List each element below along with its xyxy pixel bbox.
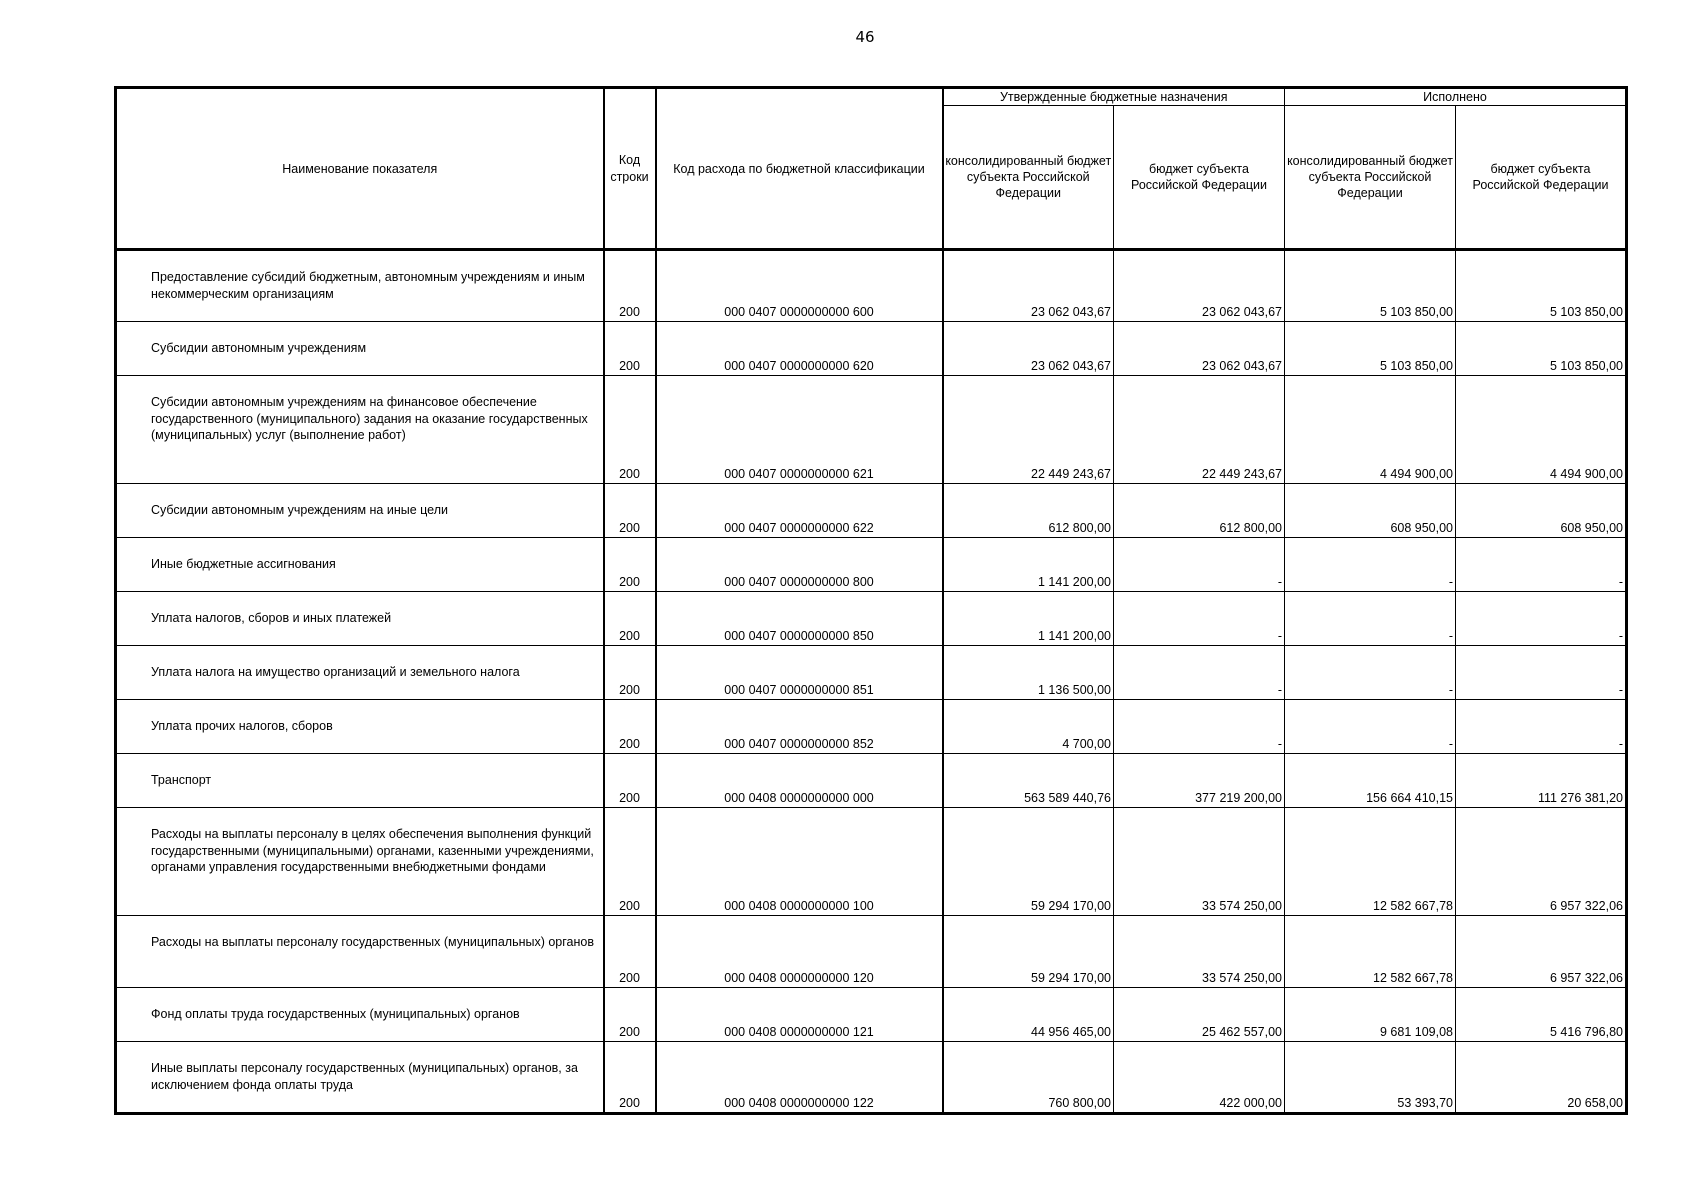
row-executed-subject: 608 950,00 [1456, 484, 1627, 538]
row-approved-consolidated: 23 062 043,67 [943, 322, 1114, 376]
row-line-code: 200 [604, 1042, 656, 1114]
table-row [116, 808, 1627, 916]
row-executed-subject: 5 103 850,00 [1456, 322, 1627, 376]
row-executed-consolidated: 608 950,00 [1285, 484, 1456, 538]
row-executed-consolidated: - [1285, 700, 1456, 754]
row-line-code: 200 [604, 700, 656, 754]
row-name: Субсидии автономным учреждениям [116, 322, 604, 376]
table-row [116, 376, 1627, 484]
row-name: Уплата прочих налогов, сборов [116, 700, 604, 754]
row-executed-consolidated: - [1285, 646, 1456, 700]
header-approved-group: Утвержденные бюджетные назначения [943, 88, 1285, 106]
row-approved-consolidated: 1 136 500,00 [943, 646, 1114, 700]
row-name: Субсидии автономным учреждениям на финансовое обеспечение государственного (муниципального) задания на оказание государственных (муниципальных) услуг (выполнение работ) [116, 376, 604, 484]
header-executed-consolidated: консолидированный бюджет субъекта Российской Федерации [1285, 106, 1456, 250]
header-approved-consolidated: консолидированный бюджет субъекта Российской Федерации [943, 106, 1114, 250]
row-approved-consolidated: 22 449 243,67 [943, 376, 1114, 484]
row-expense-code: 000 0407 0000000000 800 [656, 538, 943, 592]
row-approved-consolidated: 1 141 200,00 [943, 592, 1114, 646]
row-line-code: 200 [604, 988, 656, 1042]
row-approved-consolidated: 563 589 440,76 [943, 754, 1114, 808]
row-approved-consolidated: 760 800,00 [943, 1042, 1114, 1114]
row-expense-code: 000 0407 0000000000 852 [656, 700, 943, 754]
row-name: Иные бюджетные ассигнования [116, 538, 604, 592]
row-line-code: 200 [604, 322, 656, 376]
row-name: Уплата налогов, сборов и иных платежей [116, 592, 604, 646]
row-approved-subject: 23 062 043,67 [1114, 322, 1285, 376]
row-name: Предоставление субсидий бюджетным, автономным учреждениям и иным некоммерческим организациям [116, 250, 604, 322]
row-line-code: 200 [604, 538, 656, 592]
table-row [116, 592, 1627, 646]
row-executed-subject: - [1456, 646, 1627, 700]
row-executed-consolidated: 5 103 850,00 [1285, 250, 1456, 322]
row-approved-consolidated: 59 294 170,00 [943, 808, 1114, 916]
row-approved-subject: 377 219 200,00 [1114, 754, 1285, 808]
row-line-code: 200 [604, 754, 656, 808]
row-executed-consolidated: 53 393,70 [1285, 1042, 1456, 1114]
table-row [116, 1042, 1627, 1114]
row-name: Иные выплаты персоналу государственных (муниципальных) органов, за исключением фонда оплаты труда [116, 1042, 604, 1114]
row-executed-subject: 111 276 381,20 [1456, 754, 1627, 808]
row-name: Уплата налога на имущество организаций и земельного налога [116, 646, 604, 700]
row-line-code: 200 [604, 808, 656, 916]
header-approved-subject: бюджет субъекта Российской Федерации [1114, 106, 1285, 250]
row-executed-subject: 5 416 796,80 [1456, 988, 1627, 1042]
row-approved-subject: - [1114, 646, 1285, 700]
row-line-code: 200 [604, 592, 656, 646]
row-line-code: 200 [604, 250, 656, 322]
row-expense-code: 000 0407 0000000000 620 [656, 322, 943, 376]
row-line-code: 200 [604, 646, 656, 700]
row-expense-code: 000 0408 0000000000 000 [656, 754, 943, 808]
row-executed-consolidated: 4 494 900,00 [1285, 376, 1456, 484]
table-body [116, 250, 1627, 1114]
page-number: 46 [855, 28, 875, 46]
row-executed-consolidated: 12 582 667,78 [1285, 808, 1456, 916]
row-approved-subject: 33 574 250,00 [1114, 808, 1285, 916]
row-approved-subject: - [1114, 592, 1285, 646]
row-approved-subject: 25 462 557,00 [1114, 988, 1285, 1042]
row-expense-code: 000 0407 0000000000 600 [656, 250, 943, 322]
row-name: Расходы на выплаты персоналу в целях обеспечения выполнения функций государственными (муниципальными) органами, казенными учреждениями, органами управления государственными внебюджетными фондами [116, 808, 604, 916]
header-line-code: Код строки [604, 88, 656, 250]
row-approved-subject: 33 574 250,00 [1114, 916, 1285, 988]
row-approved-subject: 22 449 243,67 [1114, 376, 1285, 484]
row-line-code: 200 [604, 916, 656, 988]
header-indicator-name: Наименование показателя [116, 88, 604, 250]
row-line-code: 200 [604, 484, 656, 538]
table-row [116, 484, 1627, 538]
row-expense-code: 000 0408 0000000000 121 [656, 988, 943, 1042]
row-expense-code: 000 0407 0000000000 850 [656, 592, 943, 646]
row-executed-subject: 6 957 322,06 [1456, 808, 1627, 916]
row-expense-code: 000 0407 0000000000 851 [656, 646, 943, 700]
row-approved-subject: 422 000,00 [1114, 1042, 1285, 1114]
row-approved-consolidated: 23 062 043,67 [943, 250, 1114, 322]
table-row [116, 322, 1627, 376]
row-executed-subject: - [1456, 592, 1627, 646]
row-approved-subject: - [1114, 700, 1285, 754]
row-name: Субсидии автономным учреждениям на иные цели [116, 484, 604, 538]
row-name: Транспорт [116, 754, 604, 808]
row-executed-subject: 6 957 322,06 [1456, 916, 1627, 988]
row-executed-consolidated: 9 681 109,08 [1285, 988, 1456, 1042]
row-executed-consolidated: - [1285, 592, 1456, 646]
row-expense-code: 000 0408 0000000000 100 [656, 808, 943, 916]
row-name: Расходы на выплаты персоналу государственных (муниципальных) органов [116, 916, 604, 988]
row-expense-code: 000 0408 0000000000 120 [656, 916, 943, 988]
row-name: Фонд оплаты труда государственных (муниципальных) органов [116, 988, 604, 1042]
budget-execution-table [114, 86, 1628, 1115]
table-row [116, 700, 1627, 754]
row-approved-subject: - [1114, 538, 1285, 592]
table-row [116, 250, 1627, 322]
row-approved-subject: 612 800,00 [1114, 484, 1285, 538]
table-row [116, 538, 1627, 592]
row-executed-subject: 20 658,00 [1456, 1042, 1627, 1114]
row-executed-subject: 4 494 900,00 [1456, 376, 1627, 484]
row-expense-code: 000 0407 0000000000 621 [656, 376, 943, 484]
row-executed-subject: - [1456, 538, 1627, 592]
row-approved-consolidated: 1 141 200,00 [943, 538, 1114, 592]
table-row [116, 988, 1627, 1042]
row-executed-consolidated: 12 582 667,78 [1285, 916, 1456, 988]
header-expense-code: Код расхода по бюджетной классификации [656, 88, 943, 250]
table-row [116, 646, 1627, 700]
row-executed-subject: - [1456, 700, 1627, 754]
row-expense-code: 000 0408 0000000000 122 [656, 1042, 943, 1114]
row-executed-consolidated: 156 664 410,15 [1285, 754, 1456, 808]
row-approved-consolidated: 612 800,00 [943, 484, 1114, 538]
row-approved-subject: 23 062 043,67 [1114, 250, 1285, 322]
table-row [116, 916, 1627, 988]
row-line-code: 200 [604, 376, 656, 484]
row-executed-consolidated: 5 103 850,00 [1285, 322, 1456, 376]
row-approved-consolidated: 4 700,00 [943, 700, 1114, 754]
row-approved-consolidated: 59 294 170,00 [943, 916, 1114, 988]
row-expense-code: 000 0407 0000000000 622 [656, 484, 943, 538]
row-executed-subject: 5 103 850,00 [1456, 250, 1627, 322]
row-executed-consolidated: - [1285, 538, 1456, 592]
header-executed-subject: бюджет субъекта Российской Федерации [1456, 106, 1627, 250]
header-executed-group: Исполнено [1285, 88, 1627, 106]
row-approved-consolidated: 44 956 465,00 [943, 988, 1114, 1042]
table-row [116, 754, 1627, 808]
